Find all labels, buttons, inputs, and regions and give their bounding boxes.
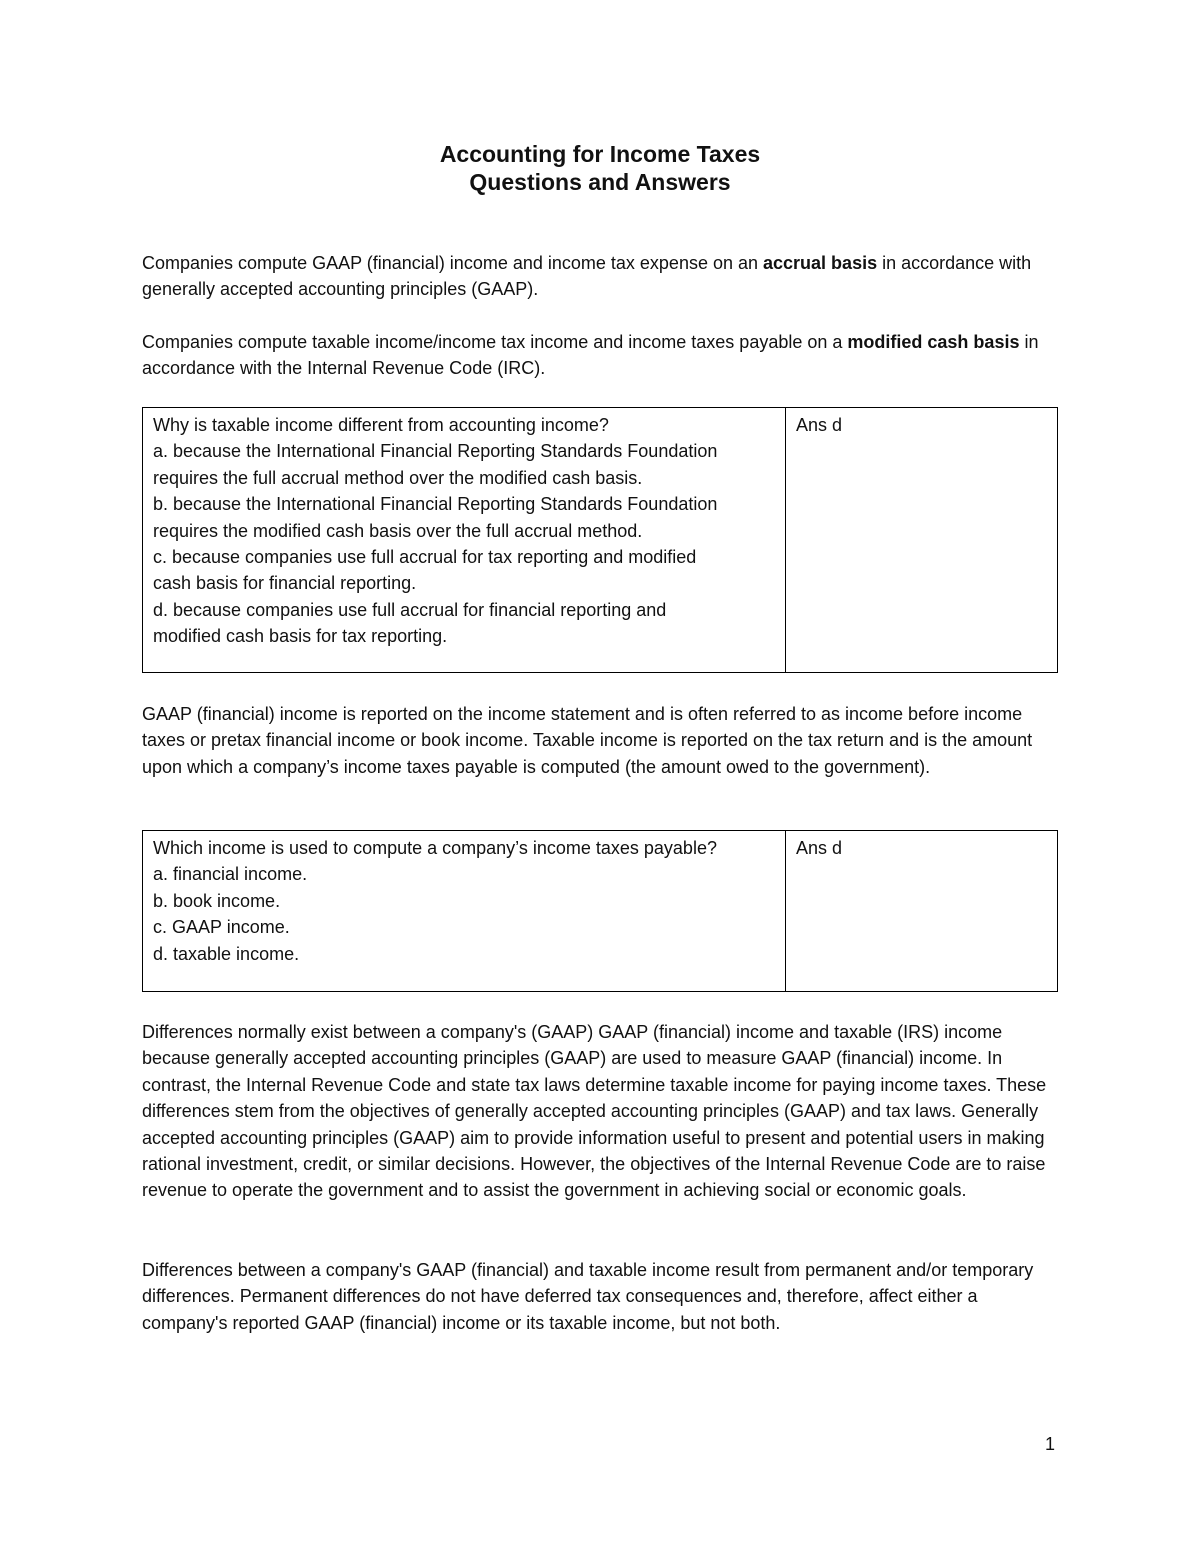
question-table-1 <box>142 407 1058 673</box>
intro-1-text: Companies compute GAAP (financial) income and income tax expense on an <box>142 253 764 273</box>
question-cell-1 <box>143 408 786 672</box>
differences-paragraph-1: Differences normally exist between a company's (GAAP) GAAP (financial) income and taxable (IRS) income because generally accepted accounting principles (GAAP) are used to measure GAAP (financial) income. In contrast, the Internal Revenue Code and state tax laws determine taxable income for paying income taxes. These differences stem from the objectives of generally accepted accounting principles (GAAP) and tax laws. Generally accepted accounting principles (GAAP) aim to provide information useful to present and potential users in making rational investment, credit, or similar decisions. However, the objectives of the Internal Revenue Code are to raise revenue to operate the government and to assist the government in achieving social or economic goals. <box>142 1022 1047 1201</box>
answer-cell-2: Ans d <box>796 838 843 858</box>
question-cell-2 <box>143 831 786 991</box>
answer-cell-1: Ans d <box>796 415 843 435</box>
question-1-line: Why is taxable income different from accounting income? <box>153 415 609 435</box>
gaap-income-paragraph: GAAP (financial) income is reported on the income statement and is often referred to as income before income taxes or pretax financial income or book income. Taxable income is reported on the tax return and is the amount upon which a company’s income taxes payable is computed (the amount owed to the government). <box>142 704 1033 777</box>
question-1-line: c. because companies use full accrual for tax reporting and modified <box>153 547 697 568</box>
question-table-2 <box>142 830 1058 992</box>
intro-2-text: Companies compute taxable income/income tax income and income taxes payable on a <box>142 332 848 352</box>
question-1-line: d. because companies use full accrual for financial reporting and <box>153 599 667 620</box>
question-1-line: modified cash basis for tax reporting. <box>153 626 448 647</box>
intro-1-bold: accrual basis <box>763 253 878 273</box>
title-line-1: Accounting for Income Taxes <box>439 141 761 167</box>
question-2-line: c. GAAP income. <box>153 917 290 938</box>
question-1-line: a. because the International Financial Reporting Standards Foundation <box>153 441 718 462</box>
title-line-2: Questions and Answers <box>469 169 731 195</box>
question-1-line: requires the modified cash basis over the full accrual method. <box>153 520 643 541</box>
intro-2-bold: modified cash basis <box>847 332 1020 352</box>
intro-1-text-end: in accordance with generally accepted accounting principles (GAAP). <box>142 253 1032 300</box>
document-title <box>0 140 1200 196</box>
differences-paragraph-2: Differences between a company's GAAP (financial) and taxable income result from permanent and/or temporary differences. Permanent differences do not have deferred tax consequences and, therefore, affect either a company's reported GAAP (financial) income or its taxable income, but not both. <box>142 1260 1034 1333</box>
question-2-line: d. taxable income. <box>153 943 300 964</box>
question-1-line: b. because the International Financial Reporting Standards Foundation <box>153 494 718 515</box>
page-number: 1 <box>1045 1434 1056 1454</box>
question-2-line: b. book income. <box>153 890 281 911</box>
intro-paragraph-1 <box>142 250 1062 303</box>
question-2-line: Which income is used to compute a company’s income taxes payable? <box>153 838 717 858</box>
intro-paragraph-2 <box>142 329 1062 382</box>
question-1-line: cash basis for financial reporting. <box>153 573 417 594</box>
question-2-line: a. financial income. <box>153 864 308 885</box>
question-1-line: requires the full accrual method over the modified cash basis. <box>153 467 643 488</box>
intro-2-text-end: in accordance with the Internal Revenue Code (IRC). <box>142 332 1039 379</box>
